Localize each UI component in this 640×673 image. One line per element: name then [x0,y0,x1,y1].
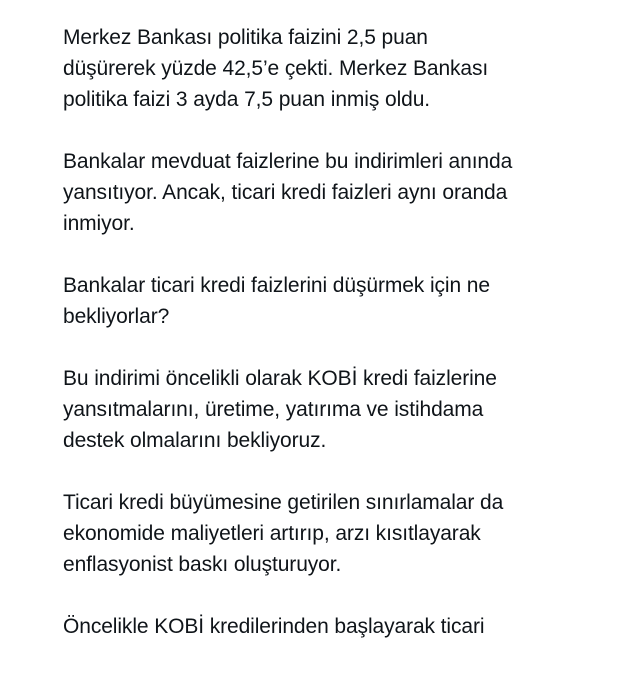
text-line: destek olmalarını bekliyoruz. [63,429,327,452]
paragraph-5 [63,487,623,580]
text-line: politika faizi 3 ayda 7,5 puan inmiş oldu. [63,88,431,111]
text-line: Ticari kredi büyümesine getirilen sınırlamalar da [63,491,504,514]
text-line: Bankalar mevduat faizlerine bu indirimleri anında [63,150,513,173]
paragraph-1 [63,22,623,115]
text-line: düşürerek yüzde 42,5’e çekti. Merkez Bankası [63,57,489,80]
paragraph-4 [63,363,623,456]
text-line: yansıtıyor. Ancak, ticari kredi faizleri aynı oranda [63,181,508,204]
text-line: inmiyor. [63,212,135,235]
paragraph-6 [63,611,623,642]
paragraph-3 [63,270,623,332]
text-line: Öncelikle KOBİ kredilerinden başlayarak ticari [63,615,485,638]
paragraph-2 [63,146,623,239]
text-line: ekonomide maliyetleri artırıp, arzı kısıtlayarak [63,522,481,545]
text-line: bekliyorlar? [63,305,170,328]
text-line: yansıtmalarını, üretime, yatırıma ve istihdama [63,398,484,421]
text-line: enflasyonist baskı oluşturuyor. [63,553,342,576]
post-text [63,22,623,673]
text-line: Merkez Bankası politika faizini 2,5 puan [63,26,428,49]
text-line: Bu indirimi öncelikli olarak KOBİ kredi faizlerine [63,367,497,390]
text-line: Bankalar ticari kredi faizlerini düşürmek için ne [63,274,490,297]
